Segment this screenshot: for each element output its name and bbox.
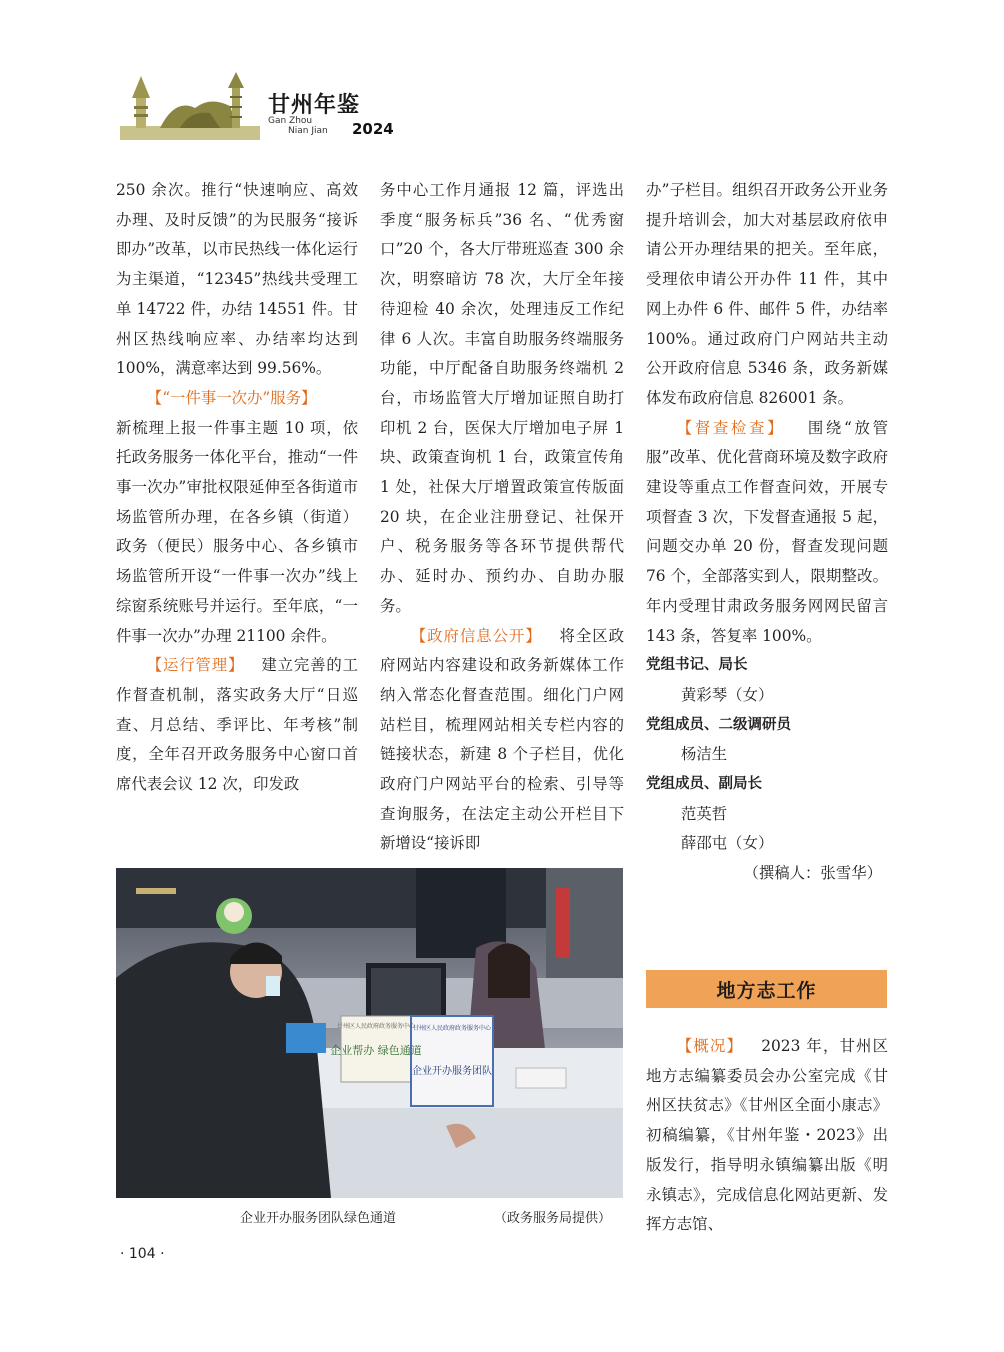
section-tag: 【政府信息公开】 [410, 626, 542, 645]
paragraph [380, 622, 624, 860]
section-tag: 【运行管理】 [146, 656, 245, 675]
paragraph: 新梳理上报一件事主题 10 项，依托政务服务一体化平台，推动“一件事一次办”审批权限延伸至各街道市场监管所办理，在各乡镇（街道）政务（便民）服务中心、各乡镇市场监管所开设“一件事一次办”线上综窗系统账号并运行。至年底，“一件事一次办”办理 21100 余件。 [116, 418, 358, 645]
section-tag: 【督查检查】 [676, 418, 786, 437]
section-tag: 【概况】 [676, 1037, 744, 1055]
section-tag: 【“一件事一次办”服务】 [146, 388, 317, 407]
counter-sign-top-2: 甘州区人民政府政务服务中心 [412, 1025, 492, 1032]
author-credit: （撰稿人：张雪华） [743, 864, 882, 883]
staff-role: 党组成员、二级调研员 [646, 716, 791, 733]
paragraph-text: 围绕“放管服”改革、优化营商环境及数字政府建设等重点工作督查问效，开展专项督查 3 次，下发督查通报 5 起，问题交办单 20 份，督查发现问题 76 个，全部落实到人，限期整改。年内受理甘肃政务服务网网民留言 143 条，答复率 100%。 [646, 418, 888, 645]
text-column-3 [646, 176, 888, 889]
page-number: · 104 · [120, 1246, 165, 1262]
staff-name: 黄彩琴（女） [681, 685, 774, 704]
counter-sign-business-team: 企业开办服务团队 [412, 1066, 492, 1077]
paragraph-text: 将全区政府网站内容建设和政务新媒体工作纳入常态化督查范围。细化门户网站栏目，梳理网站相关专栏内容的链接状态，新建 8 个子栏目，优化政府门户网站平台的检索、引导等查询服务，在法定主动公开栏目下新增设“接诉即 [380, 626, 624, 853]
yearbook-subtitle-1: Gan Zhou [268, 116, 313, 126]
staff-name: 杨洁生 [681, 745, 728, 764]
service-hall-photo [116, 868, 623, 1198]
paragraph: 务中心工作月通报 12 篇，评选出季度“服务标兵”36 名、“优秀窗口”20 个，各大厅带班巡查 300 余次，明察暗访 78 次，大厅全年接待迎检 40 余次，处理违反工作纪律 6 人次。丰富自助服务终端服务功能，中厅配备自助服务终端机 2 台，市场监管大厅增加证照自助打印机 2 台，医保大厅增加电子屏 1 块、政策查询机 1 台，政策宣传角 1 处，社保大厅增置政策宣传版面 20 块，在企业注册登记、社保开户、税务服务等各环节提供帮代办、延时办、预约办、自助办服务。 [380, 181, 624, 615]
paragraph-text: 建立完善的工作督查机制，落实政务大厅“日巡查、月总结、季评比、年考核”制度，全年召开政务服务中心窗口首席代表会议 12 次，印发政 [116, 656, 358, 794]
paragraph [646, 1032, 888, 1240]
photo-caption: 企业开办服务团队绿色通道 [240, 1211, 397, 1226]
paragraph [646, 414, 888, 652]
yearbook-title: 甘州年鉴 [268, 92, 361, 118]
paragraph-text: 2023 年，甘州区地方志编纂委员会办公室完成《甘州区扶贫志》《甘州区全面小康志》初稿编纂，《甘州年鉴・2023》出版发行，指导明永镇编纂出版《明永镇志》，完成信息化网站更新、发挥方志馆、 [646, 1037, 889, 1234]
paragraph: 250 余次。推行“快速响应、高效办理、及时反馈”的为民服务“接诉即办”改革，以市民热线一体化运行为主渠道，“12345”热线共受理工单 14722 件，办结 14551 件。甘州区热线响应率、办结率均达到 100%，满意率达到 99.56%。 [116, 181, 358, 378]
text-column-1 [116, 176, 358, 800]
staff-role: 党组书记、局长 [646, 657, 748, 674]
pagoda-landscape-logo [120, 68, 260, 140]
yearbook-subtitle-2: Nian Jian [288, 126, 328, 136]
staff-name: 范英哲 [681, 804, 728, 823]
paragraph [116, 651, 358, 800]
masthead [120, 68, 420, 148]
counter-sign-green-channel: 企业帮办 绿色通道 [330, 1044, 422, 1057]
text-column-2 [380, 176, 624, 859]
yearbook-year: 2024 [352, 120, 394, 138]
paragraph [116, 384, 358, 414]
staff-role: 党组成员、副局长 [646, 776, 762, 793]
counter-sign-top-1: 甘州区人民政府政务服务中心 [336, 1023, 416, 1030]
text-column-3-continued [646, 1032, 888, 1240]
photo-credit: （政务服务局提供） [494, 1211, 612, 1226]
staff-name: 薛邵屯（女） [681, 834, 774, 853]
paragraph: 办”子栏目。组织召开政务公开业务提升培训会，加大对基层政府依申请公开办理结果的把关。至年底，受理依申请公开办件 11 件，其中网上办件 6 件、邮件 5 件，办结率 100%。通过政府门户网站共主动公开政府信息 5346 条，政务新媒体发布政府信息 826001 条。 [646, 181, 888, 407]
section-heading: 地方志工作 [646, 970, 887, 1008]
